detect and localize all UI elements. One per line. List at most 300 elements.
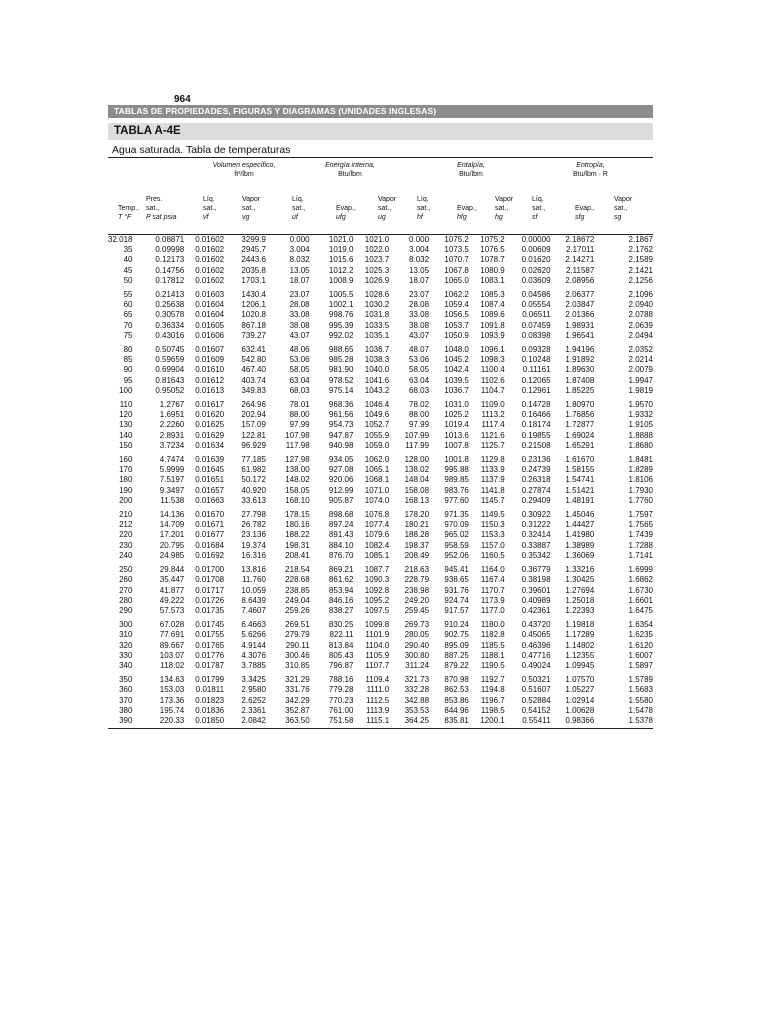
enthalpy-group-title: Entalpía, [457,162,485,169]
cell-hf: 58.05 [409,365,430,375]
cell-hg: 1091.8 [480,320,505,330]
column-header-uf-line: uf [292,214,298,221]
cell-ug: 1040.0 [364,365,390,375]
cell-psat: 0.12173 [155,255,185,265]
cell-hf: 311.24 [405,660,430,670]
cell-hg: 1177.0 [480,605,505,615]
cell-sf: 0.03609 [521,275,551,285]
cell-hfg: 887.25 [444,650,469,660]
cell-vf: 0.01700 [195,565,225,575]
cell-uf: 180.16 [285,520,310,530]
cell-hf: 88.00 [409,410,430,420]
table-row [108,365,653,375]
energy-group-title: Energía interna, [325,162,375,169]
cell-ufg: 884.10 [328,540,354,550]
cell-vf: 0.01602 [195,255,225,265]
cell-hg: 1078.7 [480,255,505,265]
cell-sfg: 1.89630 [565,365,595,375]
cell-sg: 2.1589 [628,255,653,265]
cell-hg: 1150.3 [480,520,505,530]
column-header-hg-line: sat., [495,205,509,212]
cell-hg: 1117.4 [481,420,505,430]
cell-sf: 0.18174 [521,420,551,430]
cell-psat: 41.877 [159,585,185,595]
cell-hf: 228.79 [404,575,430,585]
cell-ug: 1095.2 [364,595,390,605]
cell-hg: 1194.8 [480,685,505,695]
cell-hf: 43.07 [409,330,430,340]
cell-vf: 0.01799 [195,675,225,685]
cell-sfg: 2.17011 [566,245,595,255]
cell-uf: 352.87 [285,705,310,715]
cell-hf: 107.99 [404,430,430,440]
table-row [108,630,653,640]
cell-hfg: 1050.9 [444,330,469,340]
cell-ufg: 1019.0 [328,245,354,255]
cell-vg: 11.760 [242,575,266,585]
bottom-rule [108,728,653,729]
cell-sf: 0.08398 [521,330,551,340]
cell-hfg: 1045.2 [444,355,469,365]
cell-hfg: 1065.0 [444,275,469,285]
book-header: TABLAS DE PROPIEDADES, FIGURAS Y DIAGRAMAS (UNIDADES INGLESAS) [108,105,653,118]
cell-uf: 68.03 [289,385,310,395]
cell-vf: 0.01657 [195,485,225,495]
cell-vf: 0.01745 [195,620,225,630]
cell-sg: 1.7760 [628,495,653,505]
cell-sfg: 1.61670 [565,455,595,465]
cell-sg: 2.0079 [628,365,653,375]
cell-hg: 1075.2 [480,235,505,244]
cell-ug: 1031.8 [364,310,390,320]
cell-sfg: 1.36069 [565,550,595,560]
cell-sfg: 1.14802 [565,640,595,650]
cell-hf: 208.49 [404,550,430,560]
cell-psat: 1.6951 [159,410,185,420]
cell-hfg: 1007.8 [444,440,469,450]
cell-psat: 153.03 [159,685,185,695]
cell-sg: 1.9819 [628,385,653,395]
table-row [108,675,653,685]
cell-sfg: 1.80970 [565,400,595,410]
cell-ug: 1059.0 [364,440,390,450]
cell-uf: 310.85 [285,660,310,670]
cell-temp: 230 [119,540,133,550]
cell-sfg: 1.87408 [565,375,595,385]
cell-hfg: 1048.0 [444,345,469,355]
cell-hfg: 1070.7 [444,255,469,265]
cell-vf: 0.01776 [195,650,225,660]
column-header-temp-line [118,195,139,204]
cell-ufg: 940.98 [328,440,354,450]
cell-hf: 168.13 [404,495,430,505]
cell-hg: 1170.7 [480,585,505,595]
cell-hfg: 952.06 [444,550,469,560]
cell-ufg: 1002.1 [328,300,354,310]
cell-temp: 100 [119,385,133,395]
cell-hf: 23.07 [409,290,430,300]
cell-psat: 173.36 [159,695,185,705]
cell-uf: 148.02 [285,475,310,485]
column-header-ufg [336,186,356,222]
column-header-sf-line [532,186,545,195]
column-header-hg-line [495,186,513,195]
cell-vg: 96.929 [241,440,266,450]
column-header-hf [417,186,430,222]
cell-ug: 1105.9 [365,650,390,660]
cell-psat: 14.709 [159,520,185,530]
cell-temp: 95 [123,375,133,385]
cell-vg: 5.6266 [241,630,266,640]
column-header-sf-line: sat., [532,205,546,212]
cell-hfg: 1075.2 [444,235,469,244]
cell-sf: 0.52884 [521,695,551,705]
cell-psat: 11.538 [160,495,185,505]
cell-sfg: 2.01366 [565,310,595,320]
table-row [108,290,653,300]
cell-ug: 1022.0 [364,245,390,255]
column-header-vg-line [242,186,260,195]
cell-sf: 0.54152 [521,705,551,715]
cell-vf: 0.01811 [195,685,225,695]
cell-uf: 97.99 [289,420,310,430]
cell-sg: 1.8106 [628,475,653,485]
column-header-vf-line: vf [203,214,209,221]
cell-sg: 1.7565 [628,520,653,530]
cell-sfg: 1.98931 [565,320,595,330]
cell-sg: 1.5378 [628,715,653,725]
cell-sg: 1.7597 [628,510,653,520]
enthalpy-group-header [414,161,528,179]
cell-temp: 170 [119,465,133,475]
cell-temp: 300 [119,620,133,630]
cell-vf: 0.01602 [195,245,225,255]
cell-ug: 1097.5 [364,605,390,615]
cell-vf: 0.01708 [195,575,225,585]
cell-hf: 117.99 [405,440,430,450]
cell-ufg: 805.43 [328,650,354,660]
cell-sg: 2.0788 [628,310,653,320]
cell-temp: 65 [123,310,133,320]
table-row [108,345,653,355]
cell-temp: 270 [119,585,133,595]
column-header-hfg [457,186,477,222]
cell-vg: 19.374 [241,540,266,550]
cell-temp: 35 [123,245,133,255]
cell-vg: 202.94 [241,410,266,420]
cell-temp: 390 [119,715,133,725]
cell-uf: 107.98 [285,430,310,440]
column-header-ufg-line [336,186,356,195]
cell-hfg: 1019.4 [444,420,469,430]
cell-vg: 3.7885 [241,660,266,670]
cell-ug: 1052.7 [364,420,390,430]
cell-sfg: 1.51421 [565,485,595,495]
cell-hg: 1160.5 [480,550,505,560]
cell-sf: 0.02620 [521,265,551,275]
cell-sg: 2.1096 [628,290,653,300]
table-row [108,716,653,726]
cell-ug: 1071.0 [364,485,390,495]
cell-uf: 238.85 [285,585,310,595]
cell-psat: 0.25638 [155,300,185,310]
table-row [108,475,653,485]
cell-vg: 403.74 [241,375,266,385]
column-header-vf-line: sat., [203,205,217,212]
cell-ufg: 954.73 [328,420,354,430]
cell-temp: 150 [119,440,133,450]
cell-sf: 0.40989 [521,595,551,605]
cell-vf: 0.01765 [195,640,225,650]
cell-sf: 0.51607 [521,685,551,695]
cell-vg: 632.41 [241,345,266,355]
cell-psat: 24.985 [159,550,185,560]
cell-sfg: 2.03847 [565,300,595,310]
cell-sf: 0.31222 [521,520,551,530]
cell-sfg: 1.48191 [565,495,595,505]
cell-ufg: 981.90 [328,365,354,375]
cell-ufg: 985.28 [328,355,354,365]
cell-hfg: 924.74 [444,595,469,605]
cell-sg: 1.8888 [628,430,653,440]
cell-hg: 1182.8 [480,630,505,640]
cell-ufg: 998.76 [328,310,354,320]
table-row [108,586,653,596]
cell-hf: 38.08 [409,320,430,330]
cell-hfg: 1031.0 [444,400,469,410]
cell-uf: 363.50 [285,715,310,725]
column-header-sfg-line: Evap., [575,205,595,212]
cell-vf: 0.01625 [195,420,225,430]
cell-hf: 188.28 [404,530,430,540]
cell-vf: 0.01645 [195,465,225,475]
cell-sfg: 1.58155 [565,465,595,475]
cell-hg: 1121.6 [480,430,505,440]
cell-temp: 130 [119,420,133,430]
cell-uf: 13.05 [289,265,310,275]
cell-ug: 1062.0 [364,455,390,465]
cell-ufg: 751.58 [328,715,354,725]
cell-ufg: 861.62 [328,575,354,585]
cell-hfg: 1025.2 [444,410,469,420]
cell-hg: 1125.7 [480,440,505,450]
cell-sg: 1.7930 [628,485,653,495]
cell-vg: 6.4663 [241,620,266,630]
cell-hf: 178.20 [404,510,430,520]
document-page [108,94,653,729]
cell-vf: 0.01677 [195,530,225,540]
cell-sg: 2.1762 [628,245,653,255]
cell-hg: 1153.3 [480,530,505,540]
cell-uf: 58.05 [289,365,310,375]
cell-temp: 212 [119,520,133,530]
entropy-group-header [528,161,653,179]
column-header-sg-line: Vapor [614,196,633,203]
cell-uf: 18.07 [289,275,310,285]
cell-vf: 0.01634 [195,440,225,450]
cell-hfg: 983.76 [444,485,469,495]
cell-hf: 48.07 [409,345,430,355]
column-header-temp-line: T °F [118,214,132,221]
cell-sf: 0.14728 [521,400,551,410]
cell-sfg: 1.45046 [565,510,595,520]
table-row [108,486,653,496]
column-header-uf [292,186,305,222]
cell-sf: 0.00000 [521,235,551,244]
cell-uf: 88.00 [289,410,310,420]
column-header-vg-line: vg [242,214,250,221]
cell-sf: 0.05554 [521,300,551,310]
cell-uf: 290.11 [285,640,310,650]
cell-vf: 0.01602 [195,235,225,244]
cell-ufg: 846.16 [328,595,354,605]
cell-hf: 28.08 [409,300,430,310]
cell-sfg: 1.41980 [565,530,595,540]
cell-sg: 1.7439 [628,530,653,540]
cell-ug: 1099.8 [364,620,390,630]
column-header-hfg-line [457,195,477,204]
cell-sfg: 1.09945 [565,660,595,670]
cell-vf: 0.01602 [195,265,225,275]
cell-ufg: 920.06 [328,475,354,485]
cell-hg: 1093.9 [480,330,505,340]
cell-psat: 134.63 [159,675,185,685]
cell-uf: 188.22 [285,530,310,540]
cell-temp: 280 [119,595,133,605]
cell-sg: 1.5789 [628,675,653,685]
column-header-ufg-line [336,195,356,204]
cell-ufg: 988.65 [328,345,354,355]
cell-psat: 0.43016 [155,330,185,340]
cell-sg: 1.7288 [628,540,653,550]
column-header-hfg-line: Evap., [457,205,477,212]
cell-uf: 168.10 [285,495,310,505]
cell-uf: 279.79 [285,630,310,640]
column-header-sfg [575,186,595,222]
cell-sfg: 2.18672 [565,235,595,244]
cell-hfg: 1053.7 [444,320,469,330]
cell-vg: 867.18 [241,320,266,330]
cell-hfg: 1042.4 [444,365,469,375]
cell-uf: 331.76 [285,685,310,695]
table-row [108,696,653,706]
cell-hg: 1157.0 [480,540,505,550]
cell-hfg: 902.75 [444,630,469,640]
cell-sfg: 2.08956 [565,275,595,285]
cell-sg: 1.6354 [628,620,653,630]
cell-ug: 1077.4 [364,520,390,530]
table-row [108,661,653,671]
cell-vf: 0.01602 [195,275,225,285]
cell-vg: 77.185 [241,455,266,465]
column-header-uf-line: Líq. [292,196,304,203]
cell-uf: 138.00 [285,465,310,475]
cell-ufg: 779.28 [328,685,354,695]
cell-hg: 1085.3 [480,290,505,300]
cell-uf: 127.98 [285,455,310,465]
cell-vf: 0.01604 [195,300,225,310]
cell-temp: 380 [119,705,133,715]
cell-vg: 2.3361 [241,705,266,715]
cell-vf: 0.01735 [195,605,225,615]
cell-sfg: 1.22393 [565,605,595,615]
cell-uf: 259.26 [285,605,310,615]
cell-sfg: 1.07570 [565,675,595,685]
cell-ug: 1085.1 [364,550,390,560]
cell-hg: 1141.8 [480,485,505,495]
cell-psat: 49.222 [159,595,185,605]
cell-uf: 63.04 [289,375,310,385]
cell-vg: 542.80 [241,355,266,365]
cell-psat: 35.447 [159,575,185,585]
cell-hg: 1200.1 [480,715,505,725]
cell-ug: 1079.6 [364,530,390,540]
table-row [108,410,653,420]
cell-hfg: 1039.5 [444,375,469,385]
cell-sf: 0.26318 [521,475,551,485]
cell-ufg: 905.87 [328,495,354,505]
group-header-row [108,158,653,186]
column-header-hfg-line: hfg [457,214,467,221]
table-row [108,355,653,365]
cell-temp: 350 [119,675,133,685]
cell-uf: 33.08 [289,310,310,320]
cell-sf: 0.32414 [521,530,551,540]
cell-vg: 2.0842 [241,715,266,725]
cell-hf: 290.40 [404,640,430,650]
cell-sfg: 1.69024 [565,430,595,440]
cell-sf: 0.43720 [521,620,551,630]
cell-vf: 0.01603 [195,290,225,300]
cell-ufg: 822.11 [329,630,354,640]
table-row [108,331,653,341]
cell-ug: 1025.3 [364,265,390,275]
cell-vg: 8.6439 [241,595,266,605]
cell-sg: 1.6475 [628,605,653,615]
table-row [108,651,653,661]
cell-hfg: 971.35 [444,510,469,520]
cell-sf: 0.11161 [522,365,551,375]
cell-sfg: 0.98366 [565,715,595,725]
enthalpy-group-units: Btu/lbm [459,171,483,178]
cell-sfg: 1.00628 [565,705,595,715]
cell-hfg: 844.96 [444,705,469,715]
cell-temp: 320 [119,640,133,650]
column-header-vf [203,186,216,222]
cell-hfg: 853.86 [444,695,469,705]
cell-hg: 1083.1 [480,275,505,285]
cell-hf: 68.03 [409,385,430,395]
cell-ufg: 1012.2 [328,265,354,275]
column-header-ug-line: sat., [378,205,392,212]
cell-sf: 0.04586 [521,290,551,300]
cell-ufg: 978.52 [328,375,354,385]
cell-psat: 118.02 [160,660,185,670]
cell-sf: 0.30922 [521,510,551,520]
cell-uf: 78.01 [289,400,310,410]
cell-vg: 2443.6 [241,255,266,265]
table-row [108,276,653,286]
cell-ufg: 961.56 [328,410,354,420]
cell-sg: 1.6235 [628,630,653,640]
table-row [108,510,653,520]
cell-vg: 349.83 [241,385,266,395]
cell-ug: 1036.7 [364,345,390,355]
cell-vg: 1703.1 [241,275,266,285]
cell-sf: 0.12961 [521,385,551,395]
cell-uf: 228.68 [285,575,310,585]
table-row [108,575,653,585]
